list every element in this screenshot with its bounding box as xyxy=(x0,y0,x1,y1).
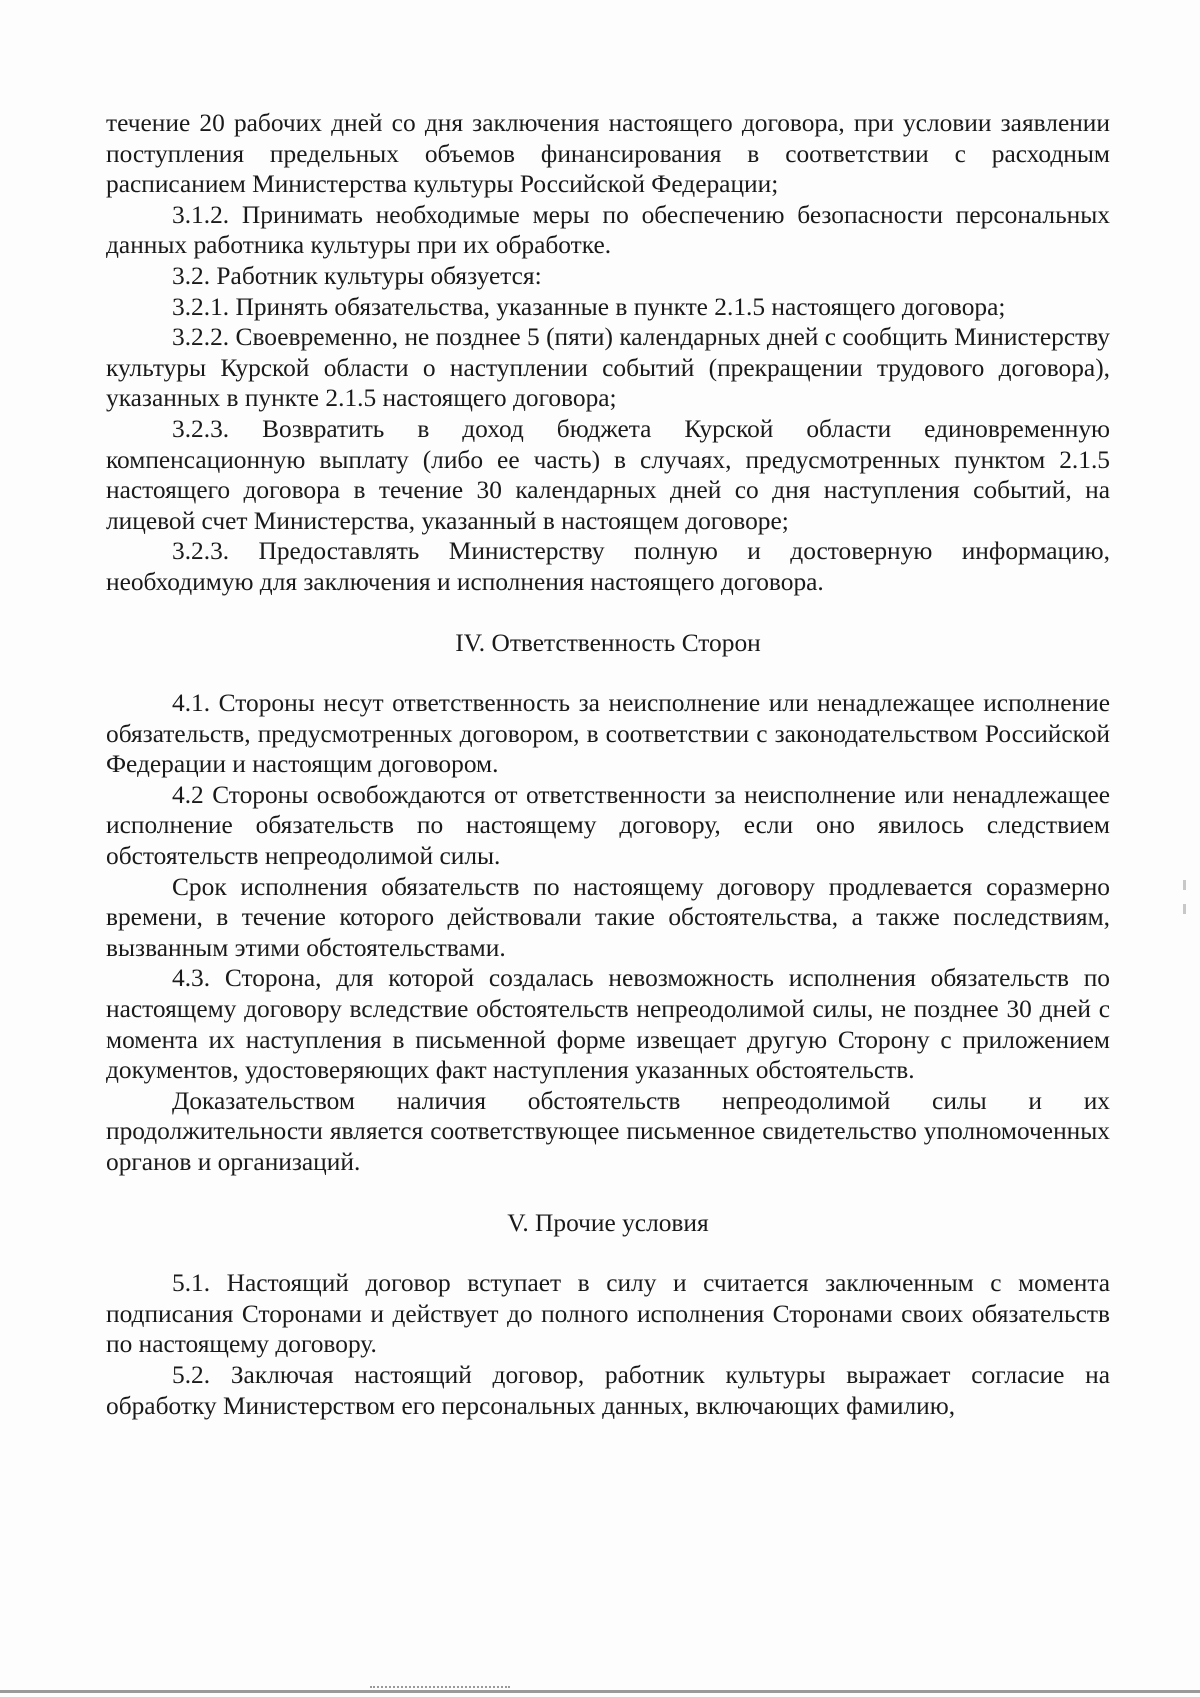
section-heading: V. Прочие условия xyxy=(507,1208,709,1237)
paragraph: 5.1. Настоящий договор вступает в силу и считается заключенным с момента подписания Сторонами и действует до полного исполнения Сторонами своих обязательств по настоящему договору. xyxy=(106,1269,1110,1359)
paragraph: 4.3. Сторона, для которой создалась невозможность исполнения обязательств по настоящему договору вследствие обстоятельств непреодолимой силы, не позднее 30 дней с момента их наступления в письменной форме извещает другую Сторону с приложением документов, удостоверяющих факт наступления указанных обстоятельств. xyxy=(106,964,1110,1085)
paragraph: Срок исполнения обязательств по настоящему договору продлевается соразмерно времени, в течение которого действовали такие обстоятельства, а также последствиям, вызванным этими обстоятельствами. xyxy=(106,872,1110,962)
paragraph: 4.1. Стороны несут ответственность за неисполнение или ненадлежащее исполнение обязательств, предусмотренных договором, в соответствии с законодательством Российской Федерации и настоящим договором. xyxy=(106,689,1110,779)
scan-bottom-edge xyxy=(0,1690,1200,1693)
scan-edge-mark xyxy=(1183,880,1186,890)
document-body xyxy=(106,108,1110,1421)
paragraph: 3.1.2. Принимать необходимые меры по обеспечению безопасности персональных данных работника культуры при их обработке. xyxy=(106,200,1110,260)
scan-edge-mark xyxy=(1183,904,1186,914)
paragraph: 4.2 Стороны освобождаются от ответственности за неисполнение или ненадлежащее исполнение обязательств по настоящему договору, если оно явилось следствием обстоятельств непреодолимой силы. xyxy=(106,780,1110,871)
paragraph: 5.2. Заключая настоящий договор, работник культуры выражает согласие на обработку Министерством его персональных данных, включающих фамилию, xyxy=(106,1360,1110,1420)
paragraph: 3.2.1. Принять обязательства, указанные в пункте 2.1.5 настоящего договора; xyxy=(172,292,1006,321)
section-heading: IV. Ответственность Сторон xyxy=(455,628,761,657)
paragraph-continuation: течение 20 рабочих дней со дня заключения настоящего договора, при условии заявлении поступления предельных объемов финансирования в соответствии с расходным расписанием Министерства культуры Российской Федерации; xyxy=(106,109,1110,199)
paragraph: 3.2. Работник культуры обязуется: xyxy=(172,261,542,290)
paragraph: 3.2.3. Предоставлять Министерству полную и достоверную информацию, необходимую для заключения и исполнения настоящего договора. xyxy=(106,537,1110,596)
paragraph: 3.2.2. Своевременно, не позднее 5 (пяти) календарных дней с сообщить Министерству культуры Курской области о наступлении событий (прекращении трудового договора), указанных в пункте 2.1.5 настоящего договора; xyxy=(106,323,1110,413)
paragraph: 3.2.3. Возвратить в доход бюджета Курской области единовременную компенсационную выплату (либо ее часть) в случаях, предусмотренных пунктом 2.1.5 настоящего договора в течение 30 календарных дней со дня наступления событий, на лицевой счет Министерства, указанный в настоящем договоре; xyxy=(106,414,1110,535)
paragraph: Доказательством наличия обстоятельств непреодолимой силы и их продолжительности является соответствующее письменное свидетельство уполномоченных органов и организаций. xyxy=(106,1086,1110,1176)
